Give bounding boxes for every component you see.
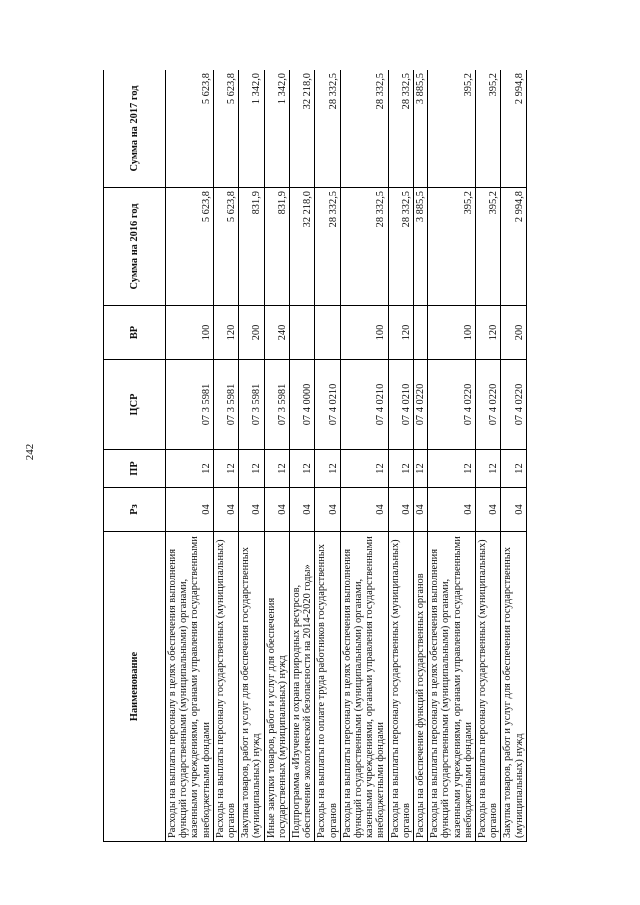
cell-name: Расходы на выплаты персоналу в целях обеспечения выполнения функций государственными (муниципальными) органами, казенными учреждениями, органами управления государственными внебюджетными фондами [340, 532, 388, 842]
cell-name: Закупка товаров, работ и услуг для обеспечения государственных (муниципальных) нужд [239, 532, 264, 842]
cell-sum-2016: 28 332,5 [388, 188, 413, 306]
cell-vr [414, 306, 428, 360]
table-row [264, 70, 289, 842]
cell-sum-2016: 831,9 [264, 188, 289, 306]
cell-rz: 04 [388, 488, 413, 532]
cell-sum-2016: 831,9 [239, 188, 264, 306]
cell-rz: 04 [428, 488, 476, 532]
cell-name: Расходы на выплаты персоналу государственных (муниципальных) органов [213, 532, 238, 842]
cell-rz: 04 [166, 488, 214, 532]
cell-vr: 120 [476, 306, 501, 360]
cell-rz: 04 [476, 488, 501, 532]
cell-sum-2016: 395,2 [476, 188, 501, 306]
cell-sum-2016: 3 885,5 [414, 188, 428, 306]
cell-sum-2017: 395,2 [476, 70, 501, 188]
cell-vr [315, 306, 340, 360]
cell-name: Иные закупки товаров, работ и услуг для обеспечения государственных (муниципальных) нужд [264, 532, 289, 842]
cell-pr: 12 [213, 450, 238, 488]
cell-csr: 07 3 5981 [213, 360, 238, 450]
cell-csr: 07 3 5981 [239, 360, 264, 450]
header-sum-2017: Сумма на 2017 год [104, 70, 166, 188]
cell-vr [290, 306, 315, 360]
cell-rz: 04 [340, 488, 388, 532]
cell-pr: 12 [428, 450, 476, 488]
cell-csr: 07 4 0210 [388, 360, 413, 450]
cell-sum-2017: 1 342,0 [264, 70, 289, 188]
cell-vr: 200 [501, 306, 526, 360]
cell-sum-2017: 28 332,5 [340, 70, 388, 188]
header-csr: ЦСР [104, 360, 166, 450]
cell-name: Расходы на обеспечение функций государственных органов [414, 532, 428, 842]
cell-name: Расходы на выплаты по оплате труда работников государственных органов [315, 532, 340, 842]
cell-vr: 120 [213, 306, 238, 360]
cell-sum-2016: 32 218,0 [290, 188, 315, 306]
cell-csr: 07 4 0220 [501, 360, 526, 450]
cell-csr: 07 4 0220 [428, 360, 476, 450]
cell-rz: 04 [315, 488, 340, 532]
cell-csr: 07 4 0210 [315, 360, 340, 450]
page-number: 242 [24, 443, 36, 461]
cell-pr: 12 [264, 450, 289, 488]
cell-sum-2017: 2 994,8 [501, 70, 526, 188]
cell-rz: 04 [264, 488, 289, 532]
cell-sum-2017: 1 342,0 [239, 70, 264, 188]
cell-vr: 100 [166, 306, 214, 360]
cell-name: Расходы на выплаты персоналу в целях обеспечения выполнения функций государственными (муниципальными) органами, казенными учреждениями, органами управления государственными внебюджетными фондами [428, 532, 476, 842]
cell-sum-2016: 28 332,5 [315, 188, 340, 306]
cell-sum-2016: 395,2 [428, 188, 476, 306]
cell-pr: 12 [414, 450, 428, 488]
cell-csr: 07 4 0210 [340, 360, 388, 450]
cell-rz: 04 [290, 488, 315, 532]
header-pr: ПР [104, 450, 166, 488]
rotated-table-frame [103, 70, 548, 842]
table-row [428, 70, 476, 842]
cell-csr: 07 4 0000 [290, 360, 315, 450]
cell-vr: 100 [428, 306, 476, 360]
table-row [166, 70, 214, 842]
cell-name: Расходы на выплаты персоналу в целях обеспечения выполнения функций государственными (муниципальными) органами, казенными учреждениями, органами управления государственными внебюджетными фондами [166, 532, 214, 842]
header-rz: Рз [104, 488, 166, 532]
cell-name: Подпрограмма «Изучение и охрана природных ресурсов, обеспечение экологической безопасности на 2014-2020 годы» [290, 532, 315, 842]
cell-sum-2017: 28 332,5 [315, 70, 340, 188]
cell-pr: 12 [340, 450, 388, 488]
table-row [290, 70, 315, 842]
cell-vr: 120 [388, 306, 413, 360]
cell-sum-2016: 28 332,5 [340, 188, 388, 306]
cell-csr: 07 3 5981 [166, 360, 214, 450]
table-row [501, 70, 526, 842]
budget-table [103, 70, 527, 842]
cell-rz: 04 [213, 488, 238, 532]
cell-rz: 04 [501, 488, 526, 532]
cell-sum-2017: 3 885,5 [414, 70, 428, 188]
table-row [239, 70, 264, 842]
cell-rz: 04 [414, 488, 428, 532]
cell-vr: 240 [264, 306, 289, 360]
cell-pr: 12 [315, 450, 340, 488]
cell-sum-2016: 2 994,8 [501, 188, 526, 306]
cell-pr: 12 [290, 450, 315, 488]
cell-name: Расходы на выплаты персоналу государственных (муниципальных) органов [388, 532, 413, 842]
cell-sum-2017: 5 623,8 [213, 70, 238, 188]
cell-name: Расходы на выплаты персоналу государственных (муниципальных) органов [476, 532, 501, 842]
cell-vr: 100 [340, 306, 388, 360]
cell-rz: 04 [239, 488, 264, 532]
cell-sum-2017: 5 623,8 [166, 70, 214, 188]
cell-sum-2016: 5 623,8 [166, 188, 214, 306]
table-row [476, 70, 501, 842]
table-row [315, 70, 340, 842]
table-row [388, 70, 413, 842]
header-vr: ВР [104, 306, 166, 360]
table-row [340, 70, 388, 842]
cell-sum-2016: 5 623,8 [213, 188, 238, 306]
table-header-row [104, 70, 166, 842]
cell-csr: 07 4 0220 [476, 360, 501, 450]
header-sum-2016: Сумма на 2016 год [104, 188, 166, 306]
cell-name: Закупка товаров, работ и услуг для обеспечения государственных (муниципальных) нужд [501, 532, 526, 842]
cell-sum-2017: 32 218,0 [290, 70, 315, 188]
table-row [213, 70, 238, 842]
header-name: Наименование [104, 532, 166, 842]
table-row [414, 70, 428, 842]
cell-pr: 12 [501, 450, 526, 488]
table-body [166, 70, 527, 842]
cell-pr: 12 [388, 450, 413, 488]
cell-pr: 12 [476, 450, 501, 488]
cell-sum-2017: 395,2 [428, 70, 476, 188]
cell-csr: 07 4 0220 [414, 360, 428, 450]
rotated-table-container [103, 70, 548, 842]
cell-csr: 07 3 5981 [264, 360, 289, 450]
cell-sum-2017: 28 332,5 [388, 70, 413, 188]
cell-pr: 12 [239, 450, 264, 488]
cell-vr: 200 [239, 306, 264, 360]
cell-pr: 12 [166, 450, 214, 488]
